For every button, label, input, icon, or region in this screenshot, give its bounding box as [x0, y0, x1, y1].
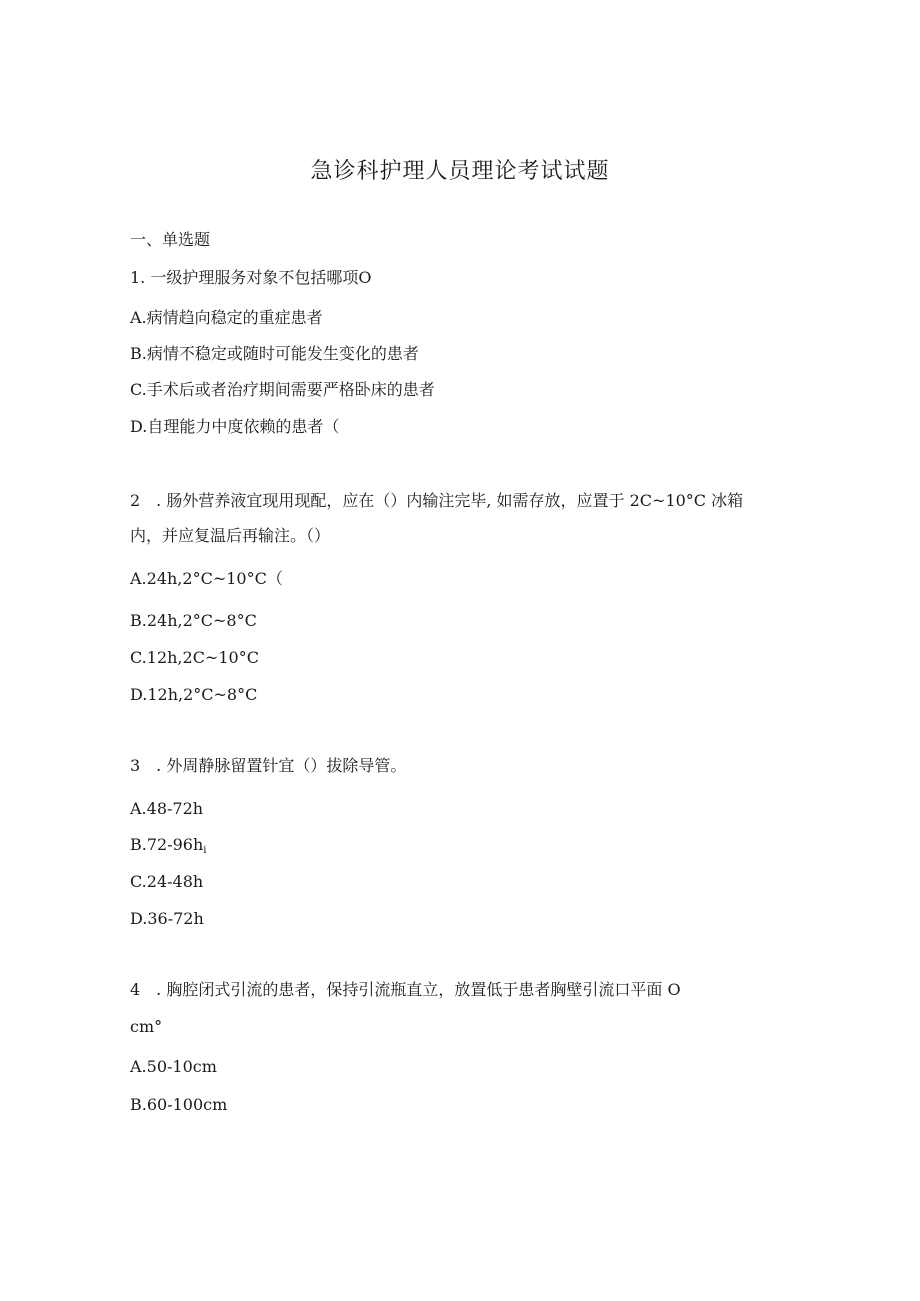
question-1-option-d: D.自理能力中度依赖的患者（	[130, 417, 340, 436]
question-3-option-b	[130, 834, 206, 862]
question-2-option-d: D.12h,2°C~8°C	[130, 685, 258, 704]
question-3-option-b-subscript: i	[203, 845, 207, 856]
question-3-option-b-text: B.72-96h	[130, 835, 204, 854]
question-1-option-b: B.病情不稳定或随时可能发生变化的患者	[130, 344, 419, 363]
question-2-option-b: B.24h,2°C~8°C	[130, 611, 257, 630]
page-title: 急诊科护理人员理论考试试题	[310, 159, 610, 184]
section-heading: 一、单选题	[130, 230, 211, 249]
question-4-option-b: B.60-100cm	[130, 1095, 228, 1114]
question-1-option-a: A.病情趋向稳定的重症患者	[130, 308, 323, 327]
question-1-stem: 1. 一级护理服务对象不包括哪项O	[130, 268, 372, 287]
question-3-option-a: A.48-72h	[130, 799, 204, 818]
question-2-option-a: A.24h,2°C~10°C（	[130, 569, 283, 588]
question-2-stem-line2: 内，并应复温后再输注。（）	[130, 526, 331, 545]
question-3-stem: 3 . 外周静脉留置针宜（）拔除导管。	[130, 756, 407, 775]
question-1-option-c: C.手术后或者治疗期间需要严格卧床的患者	[130, 380, 435, 399]
question-4-option-a: A.50-10cm	[130, 1057, 217, 1076]
question-3-option-d: D.36-72h	[130, 909, 204, 928]
question-4-stem-line1: 4 . 胸腔闭式引流的患者，保持引流瓶直立，放置低于患者胸壁引流口平面 O	[130, 980, 681, 999]
question-2-option-c: C.12h,2C~10°C	[130, 648, 259, 667]
question-2-stem-line1: 2 . 肠外营养液宜现用现配，应在（）内输注完毕, 如需存放，应置于 2C~10°C 冰箱	[130, 491, 744, 510]
question-3-option-c: C.24-48h	[130, 872, 204, 891]
question-4-stem-line2: cm°	[130, 1017, 163, 1036]
